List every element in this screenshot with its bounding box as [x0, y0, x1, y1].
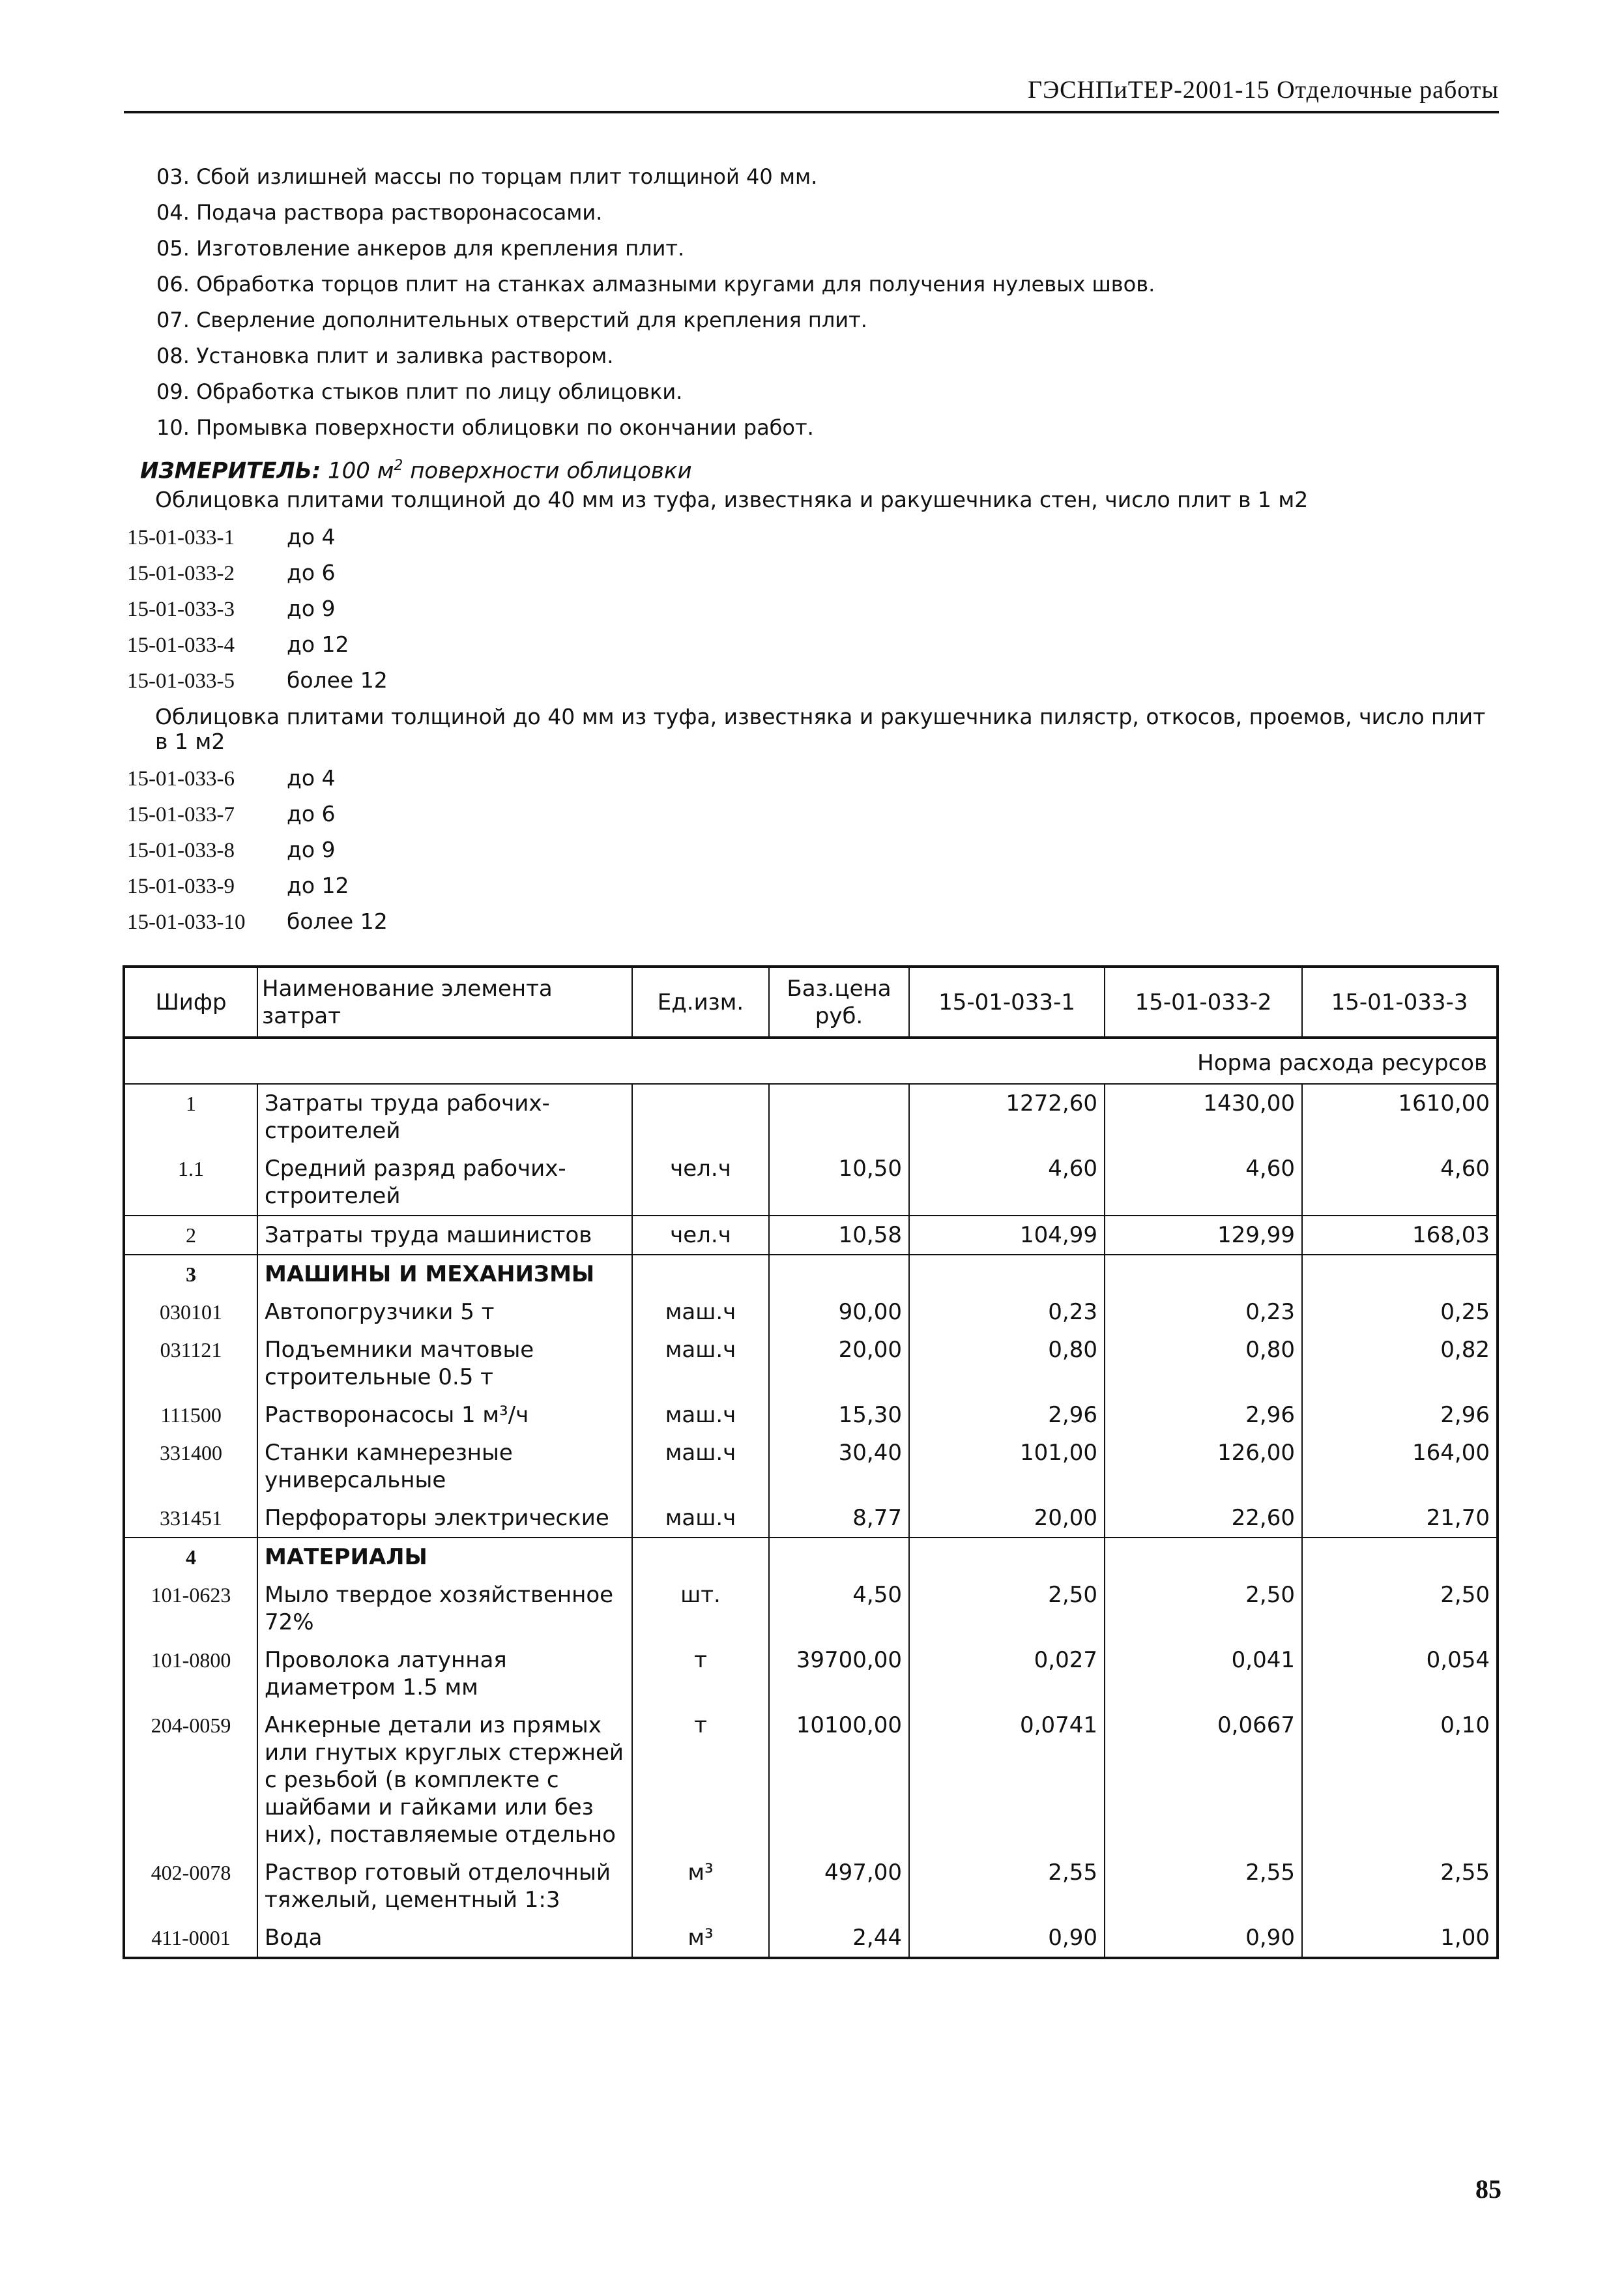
- work-step: 05. Изготовление анкеров для крепления плит.: [156, 236, 685, 261]
- cell-price: [769, 1538, 909, 1576]
- section2-title: Облицовка плитами толщиной до 40 мм из туфа, известняка и ракушечника пилястр, откосов, проемов, число плит в 1 м2: [155, 704, 1486, 754]
- cell-unit: м³: [632, 1854, 769, 1919]
- cell-value-1: 2,50: [909, 1576, 1105, 1641]
- code-number: 15-01-033-9: [127, 875, 235, 898]
- table-header-row: [124, 967, 1498, 1038]
- cell-price: 4,50: [769, 1576, 909, 1641]
- work-step: 03. Сбой излишней массы по торцам плит толщиной 40 мм.: [156, 164, 818, 189]
- code-number: 15-01-033-3: [127, 598, 235, 621]
- code-number: 15-01-033-8: [127, 839, 235, 862]
- table-row: [124, 1706, 1498, 1854]
- cell-name: Мыло твердое хозяйственное 72%: [257, 1576, 632, 1641]
- code-number: 15-01-033-5: [127, 669, 235, 693]
- work-step: 09. Обработка стыков плит по лицу облицовки.: [156, 379, 683, 404]
- cell-value-2: 0,23: [1105, 1293, 1302, 1331]
- cell-unit: маш.ч: [632, 1434, 769, 1499]
- cell-name: Автопогрузчики 5 т: [257, 1293, 632, 1331]
- cell-code: 1.1: [124, 1150, 257, 1216]
- code-row: [127, 626, 388, 662]
- cell-value-3: 1610,00: [1302, 1084, 1498, 1150]
- table-row: [124, 1293, 1498, 1331]
- measure-label: ИЗМЕРИТЕЛЬ:: [140, 458, 321, 484]
- work-steps-list: [156, 159, 1155, 446]
- cell-price: 10,58: [769, 1216, 909, 1255]
- cell-value-2: 4,60: [1105, 1150, 1302, 1216]
- header-code: Шифр: [124, 967, 257, 1038]
- cell-code: 331400: [124, 1434, 257, 1499]
- code-description: до 4: [287, 765, 336, 791]
- cell-name: Вода: [257, 1919, 632, 1958]
- cell-value-3: 2,55: [1302, 1854, 1498, 1919]
- cell-value-1: 101,00: [909, 1434, 1105, 1499]
- code-row: [127, 662, 388, 698]
- code-row: [127, 760, 388, 796]
- table-row: [124, 1331, 1498, 1396]
- code-description: до 9: [287, 837, 336, 862]
- cell-name: Анкерные детали из прямых или гнутых круглых стержней с резьбой (в комплекте с шайбами и гайками или без них), поставляемые отдельно: [257, 1706, 632, 1854]
- measure-value: 100 м: [328, 458, 394, 484]
- code-row: [127, 555, 388, 591]
- cell-unit: чел.ч: [632, 1216, 769, 1255]
- cell-value-2: 0,90: [1105, 1919, 1302, 1958]
- cell-value-3: 21,70: [1302, 1499, 1498, 1538]
- cell-name: МАТЕРИАЛЫ: [257, 1538, 632, 1576]
- code-description: более 12: [287, 667, 388, 693]
- cell-value-3: 0,82: [1302, 1331, 1498, 1396]
- code-number: 15-01-033-2: [127, 562, 235, 585]
- section1-title: Облицовка плитами толщиной до 40 мм из туфа, известняка и ракушечника стен, число плит в 1 м2: [155, 487, 1309, 512]
- cell-price: 20,00: [769, 1331, 909, 1396]
- cell-unit: [632, 1255, 769, 1293]
- cell-price: [769, 1084, 909, 1150]
- cell-value-3: [1302, 1538, 1498, 1576]
- cell-value-3: 0,054: [1302, 1641, 1498, 1706]
- table-row: [124, 1434, 1498, 1499]
- cell-name: Растворонасосы 1 м³/ч: [257, 1396, 632, 1434]
- cell-code: 3: [124, 1255, 257, 1293]
- cell-value-3: 0,25: [1302, 1293, 1498, 1331]
- header-unit: Ед.изм.: [632, 967, 769, 1038]
- work-step: 07. Сверление дополнительных отверстий для крепления плит.: [156, 308, 867, 332]
- table-row: [124, 1641, 1498, 1706]
- cell-price: [769, 1255, 909, 1293]
- cell-value-2: 126,00: [1105, 1434, 1302, 1499]
- cell-value-1: 1272,60: [909, 1084, 1105, 1150]
- cell-value-1: 2,96: [909, 1396, 1105, 1434]
- cell-unit: маш.ч: [632, 1396, 769, 1434]
- cell-code: 4: [124, 1538, 257, 1576]
- cell-name: Подъемники мачтовые строительные 0.5 т: [257, 1331, 632, 1396]
- cell-name: Станки камнерезные универсальные: [257, 1434, 632, 1499]
- table-row: [124, 1576, 1498, 1641]
- table-row: [124, 1396, 1498, 1434]
- cell-unit: маш.ч: [632, 1293, 769, 1331]
- cell-price: 15,30: [769, 1396, 909, 1434]
- code-row: [127, 832, 388, 868]
- cell-value-2: 0,80: [1105, 1331, 1302, 1396]
- norm-row: [124, 1038, 1498, 1084]
- section2-codes: [127, 760, 388, 939]
- table-row: [124, 1919, 1498, 1958]
- page-number: 85: [1475, 2174, 1501, 2204]
- cell-name: Проволока латунная диаметром 1.5 мм: [257, 1641, 632, 1706]
- cell-value-1: 0,90: [909, 1919, 1105, 1958]
- header-name: Наименование элемента затрат: [257, 967, 632, 1038]
- cell-value-3: 2,96: [1302, 1396, 1498, 1434]
- cell-value-2: 129,99: [1105, 1216, 1302, 1255]
- cell-value-1: 0,23: [909, 1293, 1105, 1331]
- cell-code: 030101: [124, 1293, 257, 1331]
- table-row: [124, 1255, 1498, 1293]
- code-description: до 9: [287, 596, 336, 621]
- cell-code: 101-0623: [124, 1576, 257, 1641]
- measure-rest: поверхности облицовки: [403, 458, 692, 484]
- measure-sup: 2: [394, 458, 403, 474]
- cell-value-3: [1302, 1255, 1498, 1293]
- resource-table: [123, 965, 1499, 1959]
- work-step: 08. Установка плит и заливка раствором.: [156, 343, 614, 368]
- cell-code: 402-0078: [124, 1854, 257, 1919]
- code-number: 15-01-033-6: [127, 767, 235, 791]
- cell-price: 39700,00: [769, 1641, 909, 1706]
- cell-price: 2,44: [769, 1919, 909, 1958]
- cell-name: Средний разряд рабочих-строителей: [257, 1150, 632, 1216]
- header-col1: 15-01-033-1: [909, 967, 1105, 1038]
- cell-unit: т: [632, 1706, 769, 1854]
- cell-value-1: 2,55: [909, 1854, 1105, 1919]
- cell-value-3: 0,10: [1302, 1706, 1498, 1854]
- cell-name: МАШИНЫ И МЕХАНИЗМЫ: [257, 1255, 632, 1293]
- code-row: [127, 519, 388, 555]
- work-step: 04. Подача раствора растворонасосами.: [156, 200, 603, 225]
- cell-unit: т: [632, 1641, 769, 1706]
- cell-code: 101-0800: [124, 1641, 257, 1706]
- table-row: [124, 1084, 1498, 1150]
- measure-line: [140, 450, 692, 482]
- cell-price: 30,40: [769, 1434, 909, 1499]
- code-row: [127, 868, 388, 903]
- cell-value-2: [1105, 1538, 1302, 1576]
- cell-value-2: 2,55: [1105, 1854, 1302, 1919]
- cell-value-2: [1105, 1255, 1302, 1293]
- cell-name: Затраты труда машинистов: [257, 1216, 632, 1255]
- cell-unit: чел.ч: [632, 1150, 769, 1216]
- cell-value-3: 164,00: [1302, 1434, 1498, 1499]
- code-description: до 4: [287, 524, 336, 549]
- cell-price: 497,00: [769, 1854, 909, 1919]
- cell-unit: [632, 1538, 769, 1576]
- cell-unit: [632, 1084, 769, 1150]
- code-description: до 12: [287, 632, 349, 657]
- header-price: Баз.цена руб.: [769, 967, 909, 1038]
- work-step: 06. Обработка торцов плит на станках алмазными кругами для получения нулевых швов.: [156, 272, 1155, 297]
- cell-unit: маш.ч: [632, 1331, 769, 1396]
- code-number: 15-01-033-7: [127, 803, 235, 826]
- table-row: [124, 1150, 1498, 1216]
- table-row: [124, 1499, 1498, 1538]
- code-row: [127, 903, 388, 939]
- cell-value-3: 4,60: [1302, 1150, 1498, 1216]
- cell-code: 1: [124, 1084, 257, 1150]
- cell-value-2: 1430,00: [1105, 1084, 1302, 1150]
- cell-unit: м³: [632, 1919, 769, 1958]
- norm-label: Норма расхода ресурсов: [124, 1038, 1498, 1084]
- cell-code: 204-0059: [124, 1706, 257, 1854]
- cell-value-1: 0,80: [909, 1331, 1105, 1396]
- cell-unit: маш.ч: [632, 1499, 769, 1538]
- cell-value-1: 104,99: [909, 1216, 1105, 1255]
- cell-price: 90,00: [769, 1293, 909, 1331]
- table-row: [124, 1216, 1498, 1255]
- cell-unit: шт.: [632, 1576, 769, 1641]
- code-description: более 12: [287, 909, 388, 934]
- cell-code: 031121: [124, 1331, 257, 1396]
- code-row: [127, 796, 388, 832]
- table-row: [124, 1538, 1498, 1576]
- cell-value-1: [909, 1538, 1105, 1576]
- cell-value-2: 0,0667: [1105, 1706, 1302, 1854]
- cell-name: Затраты труда рабочих-строителей: [257, 1084, 632, 1150]
- code-description: до 12: [287, 873, 349, 898]
- header-col2: 15-01-033-2: [1105, 967, 1302, 1038]
- cell-value-3: 2,50: [1302, 1576, 1498, 1641]
- cell-name: Раствор готовый отделочный тяжелый, цементный 1:3: [257, 1854, 632, 1919]
- header-title: ГЭСНПиТЕР-2001-15 Отделочные работы: [1028, 76, 1499, 104]
- cell-price: 10,50: [769, 1150, 909, 1216]
- cell-value-2: 0,041: [1105, 1641, 1302, 1706]
- code-description: до 6: [287, 560, 336, 585]
- cell-value-1: 20,00: [909, 1499, 1105, 1538]
- cell-value-1: [909, 1255, 1105, 1293]
- cell-code: 2: [124, 1216, 257, 1255]
- cell-value-1: 0,027: [909, 1641, 1105, 1706]
- section1-codes: [127, 519, 388, 698]
- cell-value-3: 168,03: [1302, 1216, 1498, 1255]
- code-number: 15-01-033-10: [127, 911, 246, 934]
- work-step: 10. Промывка поверхности облицовки по окончании работ.: [156, 415, 814, 440]
- cell-value-3: 1,00: [1302, 1919, 1498, 1958]
- cell-name: Перфораторы электрические: [257, 1499, 632, 1538]
- code-row: [127, 591, 388, 626]
- cell-value-2: 2,50: [1105, 1576, 1302, 1641]
- cell-price: 10100,00: [769, 1706, 909, 1854]
- header-col3: 15-01-033-3: [1302, 967, 1498, 1038]
- cell-value-2: 22,60: [1105, 1499, 1302, 1538]
- cell-value-1: 4,60: [909, 1150, 1105, 1216]
- cell-price: 8,77: [769, 1499, 909, 1538]
- code-number: 15-01-033-1: [127, 526, 235, 549]
- code-number: 15-01-033-4: [127, 634, 235, 657]
- cell-code: 411-0001: [124, 1919, 257, 1958]
- cell-code: 331451: [124, 1499, 257, 1538]
- page-header: [124, 70, 1499, 113]
- table-row: [124, 1854, 1498, 1919]
- cell-value-1: 0,0741: [909, 1706, 1105, 1854]
- code-description: до 6: [287, 801, 336, 826]
- cell-code: 111500: [124, 1396, 257, 1434]
- cell-value-2: 2,96: [1105, 1396, 1302, 1434]
